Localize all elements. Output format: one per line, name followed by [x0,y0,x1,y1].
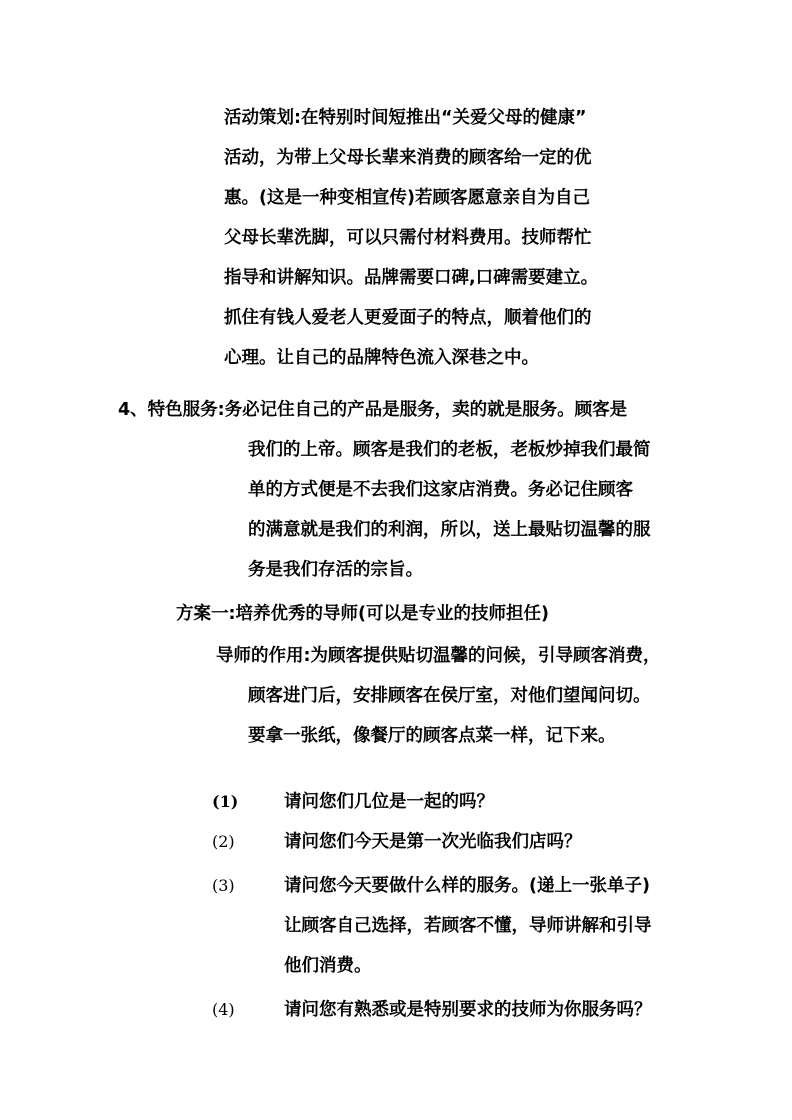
section4-line-5: 务是我们存活的宗旨。 [248,560,423,580]
paragraph1-line-4: 父母长辈洗脚，可以只需付材料费用。技师帮忙 [224,228,592,248]
section4-line-4: 的满意就是我们的利润，所以，送上最贴切温馨的服 [248,520,651,540]
question-number: (3) [212,876,235,895]
question-number: (4) [212,1000,235,1019]
question-text: 请问您们几位是一起的吗？ [284,792,494,812]
question-text: 请问您们今天是第一次光临我们店吗？ [284,832,582,852]
paragraph1-line-3: 惠。(这是一种变相宣传)若顾客愿意亲自为自己 [224,188,590,208]
mentor-line-2: 顾客进门后，安排顾客在侯厅室，对他们望闻问切。 [248,686,651,706]
question-text: 让顾客自己选择，若顾客不懂，导师讲解和引导 [284,916,652,936]
question-number: (1) [212,792,239,811]
mentor-line-1: 导师的作用:为顾客提供贴切温馨的问候，引导顾客消费， [216,646,661,666]
section4-line-2: 我们的上帝。顾客是我们的老板，老板炒掉我们最简 [248,440,651,460]
question-text: 请问您今天要做什么样的服务。(递上一张单子) [284,876,650,896]
section4-line-3: 单的方式便是不去我们这家店消费。务必记住顾客 [248,480,633,500]
mentor-line-3: 要拿一张纸，像餐厅的顾客点菜一样，记下来。 [248,726,616,746]
section4-heading-line: 4、特色服务:务必记住自己的产品是服务，卖的就是服务。顾客是 [118,400,628,420]
paragraph1-line-5: 指导和讲解知识。品牌需要口碑,口碑需要建立。 [224,268,599,288]
plan1-heading: 方案一:培养优秀的导师(可以是专业的技师担任) [176,604,549,624]
paragraph1-line-2: 活动，为带上父母长辈来消费的顾客给一定的优 [224,148,592,168]
paragraph1-line-6: 抓住有钱人爱老人更爱面子的特点，顺着他们的 [224,308,592,328]
question-text: 他们消费。 [284,956,372,976]
question-number: (2) [212,832,235,851]
paragraph1-line-1: 活动策划:在特别时间短推出“关爱父母的健康” [224,108,587,128]
question-text: 请问您有熟悉或是特别要求的技师为你服务吗？ [284,1000,652,1020]
paragraph1-line-7: 心理。让自己的品牌特色流入深巷之中。 [224,348,539,368]
